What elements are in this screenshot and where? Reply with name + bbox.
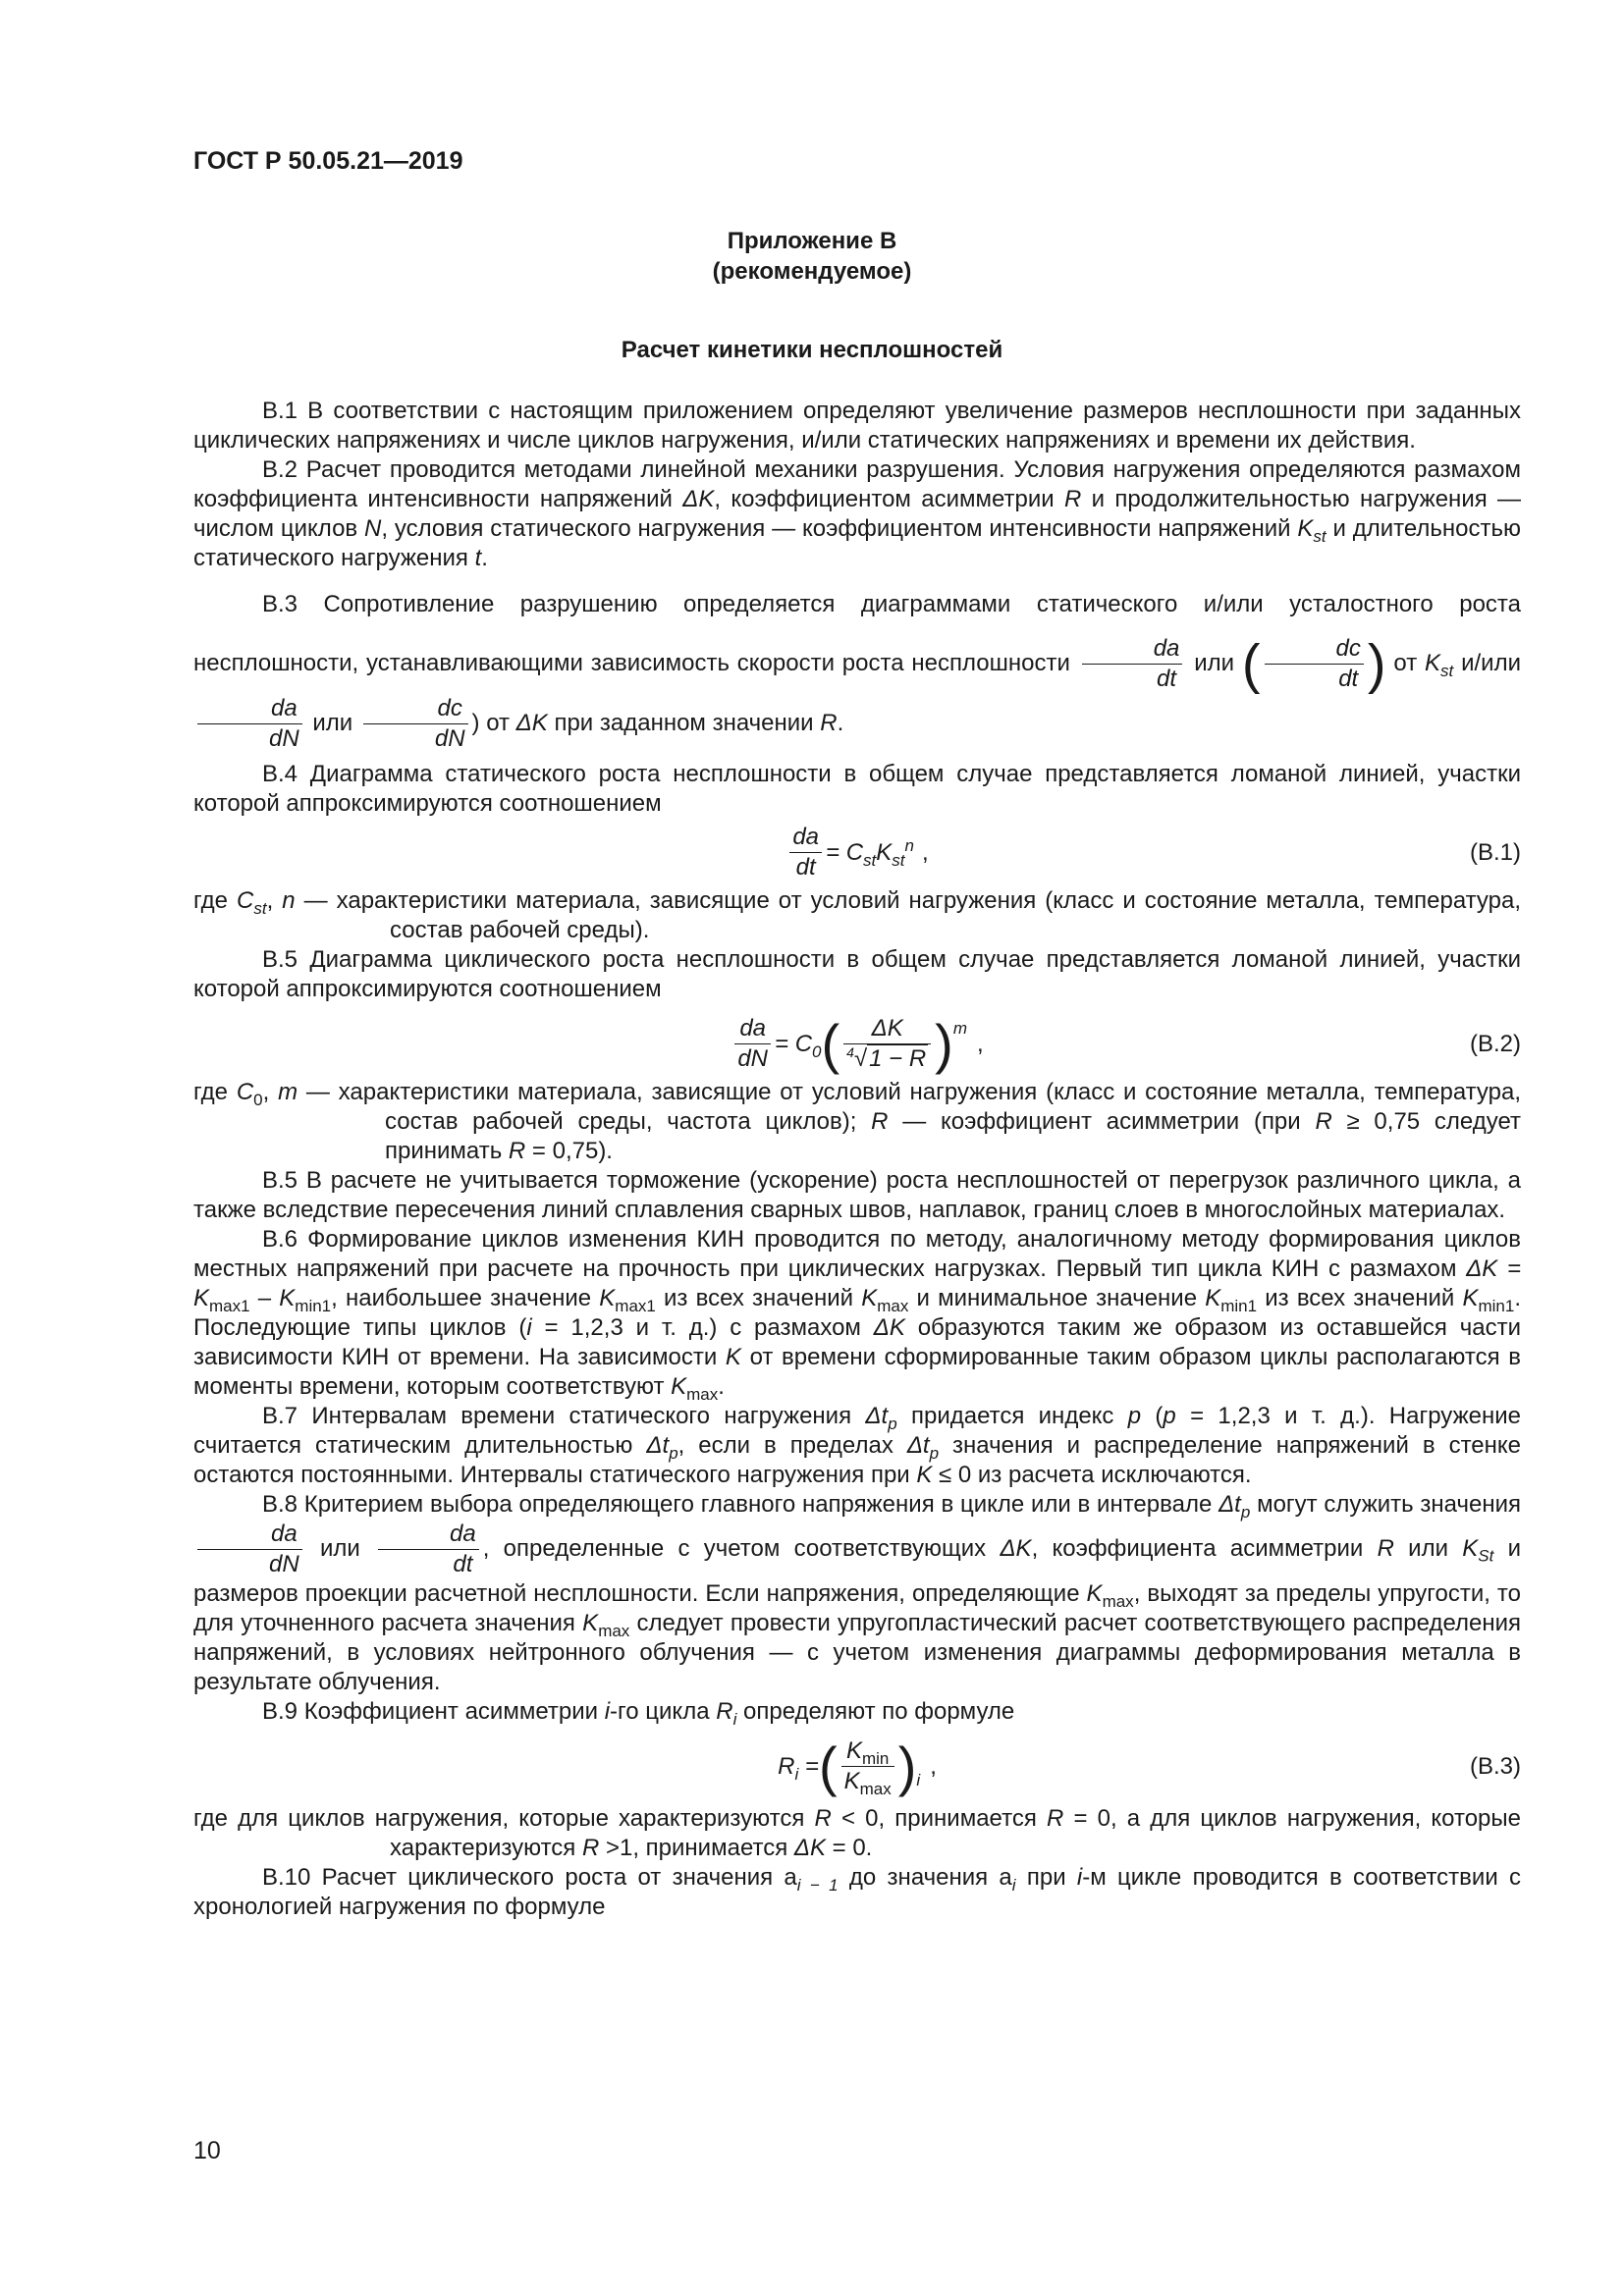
paragraph-b9: В.9 Коэффициент асимметрии i-го цикла $R_i$ определяют по формуле — [262, 1698, 1015, 1730]
annex-heading: Расчет кинетики несплошностей — [621, 337, 1003, 363]
equation-number: (В.3) — [1469, 1752, 1521, 1780]
paragraph-b5b: В.5 В расчете не учитывается торможение (ускорение) роста несплошностей от перегрузок различного цикла, а также вследствие пересечения линий сплавления сварных швов, наплавок, границ слоев в многослойных материалах. — [193, 1167, 1521, 1224]
paragraph-eq1-where: где $C_{st}$, n — характеристики материала, зависящие от условий нагружения (класс и состояние металла, температура, состав рабочей среды). — [193, 887, 1522, 944]
paragraph-b4: В.4 Диаграмма статического роста несплошности в общем случае представляется ломаной линией, участки которой аппроксимируются соотношением — [193, 761, 1521, 818]
paragraph-eq2-where: где $C_0$, m — характеристики материала, зависящие от условий нагружения (класс и состояние металла, температура, состав рабочей среды, частота циклов); R — коэффициент асимметрии (при R ≥ 0,75 следует принимать R = 0,75). — [193, 1079, 1522, 1165]
page-number: 10 — [193, 2137, 221, 2164]
fraction-dc-dN: $\frac{dc}{dN}$ — [363, 694, 468, 754]
fraction-da-dt: $\frac{da}{dt}$ — [1082, 634, 1183, 694]
paragraph-b5: В.5 Диаграмма циклического роста несплошности в общем случае представляется ломаной линией, участки которой аппроксимируются соотношением — [193, 946, 1521, 1003]
document-body — [193, 397, 1521, 1922]
paragraph-eq3-where: где для циклов нагружения, которые характеризуются R < 0, принимается R = 0, а для циклов нагружения, которые характеризуются R >1, принимается ΔK = 0. — [193, 1805, 1521, 1862]
paragraph-b8: В.8 Критерием выбора определяющего главного напряжения в цикле или в интервале $\Delta t_p$ могут служить значения $\frac{da}{dN}$ или $\frac{da}{dt}$ , определенные с учетом соответствующих ΔK, коэффициента асимметрии R или $K_{St}$ и размеров проекции расчетной несплошности. Если напряжения, определяющие $K_{max}$, выходят за пределы упругости, то для уточненного расчета значения $K_{max}$ следует провести упругопластический расчет соответствующего распределения напряжений, в условиях нейтронного облучения — с учетом изменения диаграммы деформирования металла в результате облучения. — [193, 1491, 1522, 1696]
standard-header: ГОСТ Р 50.05.21—2019 — [193, 147, 463, 175]
equation-number: (В.1) — [1469, 838, 1521, 866]
annex-title: Приложение В — [727, 228, 897, 254]
paragraph-b10: В.10 Расчет циклического роста от значения $a_{i - 1}$ до значения $a_i$ при i-м цикле проводится в соответствии с хронологией нагружения по формуле — [193, 1864, 1522, 1921]
equation-b2: $\frac{da}{dN}$ = $C_0$ ( $\frac{\Delta K}{^4√1 - R}$ ) $^m$ , (В.2) — [193, 1014, 1521, 1074]
paragraph-b6: В.6 Формирование циклов изменения КИН проводится по методу, аналогичному методу формирования циклов местных напряжений при расчете на прочность при циклических нагрузках. Первый тип цикла КИН с размахом $\Delta K = K_{max1} - K_{min1}$, наибольшее значение $K_{max1}$ из всех значений $K_{max}$ и минимальное значение $K_{min1}$ из всех значений $K_{min1}$. Последующие типы циклов (i = 1,2,3 и т. д.) с размахом ΔK образуются таким же образом из оставшейся части зависимости КИН от времени. На зависимости K от времени сформированные таким образом циклы располагаются в моменты времени, которым соответствуют $K_{max}$. — [193, 1226, 1522, 1405]
paragraph-b7: В.7 Интервалам времени статического нагружения $\Delta t_p$ придается индекс p (p = 1,2,3 и т. д.). Нагружение считается статическим длительностью $\Delta t_p$, если в пределах $\Delta t_p$ значения и распределение напряжений в стенке остаются постоянными. Интервалы статического нагружения при K ≤ 0 из расчета исключаются. — [193, 1403, 1522, 1489]
equation-b1: $\frac{da}{dt}$ = $C_{st}K_{st}^n$ , (В.1) — [193, 823, 1521, 882]
annex-status: (рекомендуемое) — [712, 258, 912, 285]
paragraph-b2: В.2 Расчет проводится методами линейной механики разрушения. Условия нагружения определяются размахом коэффициента интенсивности напряжений ΔK, коэффициентом асимметрии R и продолжительностью нагружения — числом циклов N, условия статического нагружения — коэффициентом интенсивности напряжений $K_{st}$ и длительностью статического нагружения t. — [193, 456, 1522, 571]
paragraph-b3: В.3 Сопротивление разрушению определяется диаграммами статического и/или усталостного роста несплошности, устанавливающими зависимость скорости роста несплошности $\frac{da}{dt}$ или ( $\frac{dc}{dt}$ ) от $K_{st}$ и/или $\frac{da}{dN}$ или $\frac{dc}{dN}$ ) от ΔK при заданном значении R. — [193, 591, 1521, 753]
fraction-dc-dt: $\frac{dc}{dt}$ — [1265, 634, 1364, 694]
equation-b3: $R_i$ = ( $\frac{K_{min}}{K_{max}}$ ) $_i$ , (В.3) — [778, 1735, 1521, 1799]
fraction-da-dN: $\frac{da}{dN}$ — [197, 694, 302, 754]
paragraph-b1: В.1 В соответствии с настоящим приложением определяют увеличение размеров несплошности при заданных циклических напряжениях и числе циклов нагружения, и/или статических напряжениях и времени их действия. — [193, 398, 1521, 454]
fraction-da-dN: $\frac{da}{dN}$ — [197, 1520, 302, 1579]
fraction-da-dt: $\frac{da}{dt}$ — [378, 1520, 479, 1579]
equation-number: (В.2) — [1469, 1030, 1521, 1057]
